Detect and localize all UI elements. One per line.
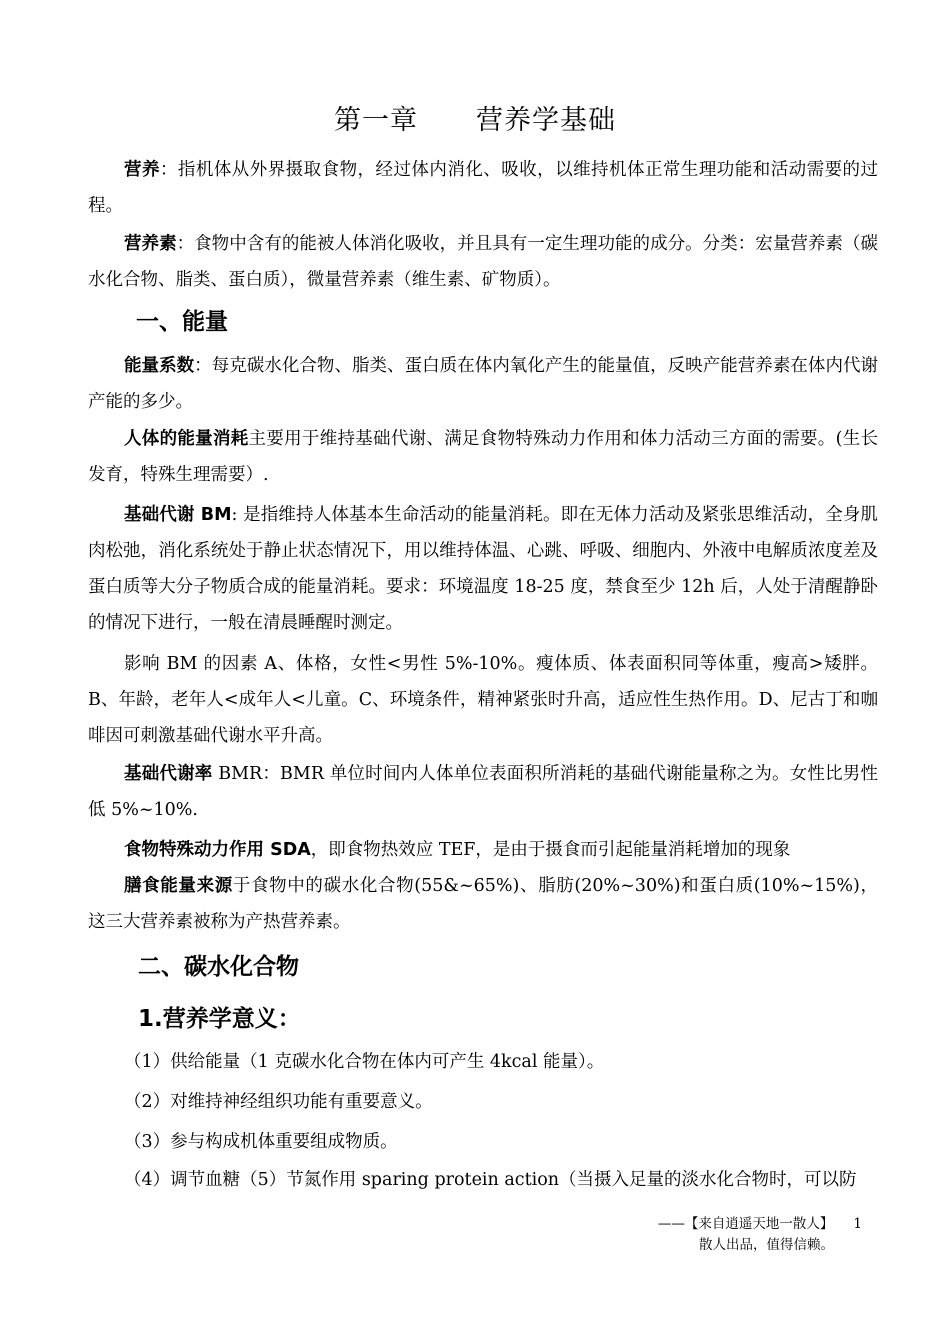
- term-sda: 食物特殊动力作用 SDA: [124, 840, 311, 860]
- footer-source: ——【来自逍遥天地一散人】: [657, 1216, 834, 1232]
- term-nutrient: 营养素: [124, 234, 177, 254]
- page-footer: [658, 1214, 862, 1256]
- paragraph-bmr: 基础代谢率 BMR：BMR 单位时间内人体单位表面积所消耗的基础代谢能量称之为。女性比男性低 5%~10%.: [88, 764, 878, 820]
- term-nutrition: 营养: [124, 160, 160, 180]
- chapter-number: 第一章: [334, 105, 418, 136]
- term-energy-consumption: 人体的能量消耗: [124, 429, 249, 449]
- paragraph-sda: 食物特殊动力作用 SDA，即食物热效应 TEF，是由于摄食而引起能量消耗增加的现象: [124, 840, 791, 860]
- list-item: （4）调节血糖（5）节氮作用 sparing protein action（当摄入足量的淡水化合物时，可以防: [124, 1170, 857, 1190]
- term-energy-coefficient: 能量系数: [124, 356, 195, 376]
- paragraph-energy-coefficient: 能量系数：每克碳水化合物、脂类、蛋白质在体内氧化产生的能量值，反映产能营养素在体内代谢产能的多少。: [88, 356, 879, 412]
- paragraph-bm-factors: 影响 BM 的因素 A、体格，女性<男性 5%-10%。瘦体质、体表面积同等体重，瘦高>矮胖。B、年龄，老年人<成年人<儿童。C、环境条件，精神紧张时升高，适应性生热作用。D、尼古丁和咖啡因可刺激基础代谢水平升高。: [88, 654, 878, 746]
- paragraph-nutrient: 营养素：食物中含有的能被人体消化吸收，并且具有一定生理功能的成分。分类：宏量营养素（碳水化合物、脂类、蛋白质），微量营养素（维生素、矿物质）。: [88, 234, 878, 290]
- subsection-heading-significance: 1.营养学意义：: [138, 1006, 301, 1032]
- paragraph-energy-consumption: 人体的能量消耗主要用于维持基础代谢、满足食物特殊动力作用和体力活动三方面的需要。(生长发育，特殊生理需要）.: [88, 429, 878, 485]
- section-heading-carbohydrate: 二、碳水化合物: [138, 954, 299, 980]
- term-bmr: 基础代谢率: [124, 764, 213, 784]
- paragraph-basal-metabolism: 基础代谢 BM: 是指维持人体基本生命活动的能量消耗。即在无体力活动及紧张思维活动，全身肌肉松弛，消化系统处于静止状态情况下，用以维持体温、心跳、呼吸、细胞内、外液中电解质浓度差及蛋白质等大分子物质合成的能量消耗。要求：环境温度 18-25 度，禁食至少 12h 后，人处于清醒静卧的情况下进行，一般在清晨睡醒时测定。: [88, 505, 878, 633]
- footer-tagline: 散人出品，值得信赖。: [699, 1237, 834, 1253]
- term-basal-metabolism: 基础代谢 BM: [124, 505, 232, 525]
- chapter-name: 营养学基础: [476, 105, 616, 136]
- list-item: （1）供给能量（1 克碳水化合物在体内可产生 4kcal 能量）。: [124, 1052, 605, 1072]
- paragraph-energy-source: 膳食能量来源于食物中的碳水化合物(55&~65%)、脂肪(20%~30%)和蛋白质(10%~15%)，这三大营养素被称为产热营养素。: [88, 876, 879, 932]
- term-energy-source: 膳食能量来源: [124, 876, 233, 896]
- page-number: 1: [853, 1216, 862, 1232]
- list-item: （3）参与构成机体重要组成物质。: [124, 1132, 398, 1152]
- list-item: （2）对维持神经组织功能有重要意义。: [124, 1092, 433, 1112]
- paragraph-nutrition: 营养：指机体从外界摄取食物，经过体内消化、吸收，以维持机体正常生理功能和活动需要的过程。: [88, 160, 879, 216]
- section-heading-energy: 一、能量: [136, 309, 228, 335]
- chapter-title: [0, 98, 950, 137]
